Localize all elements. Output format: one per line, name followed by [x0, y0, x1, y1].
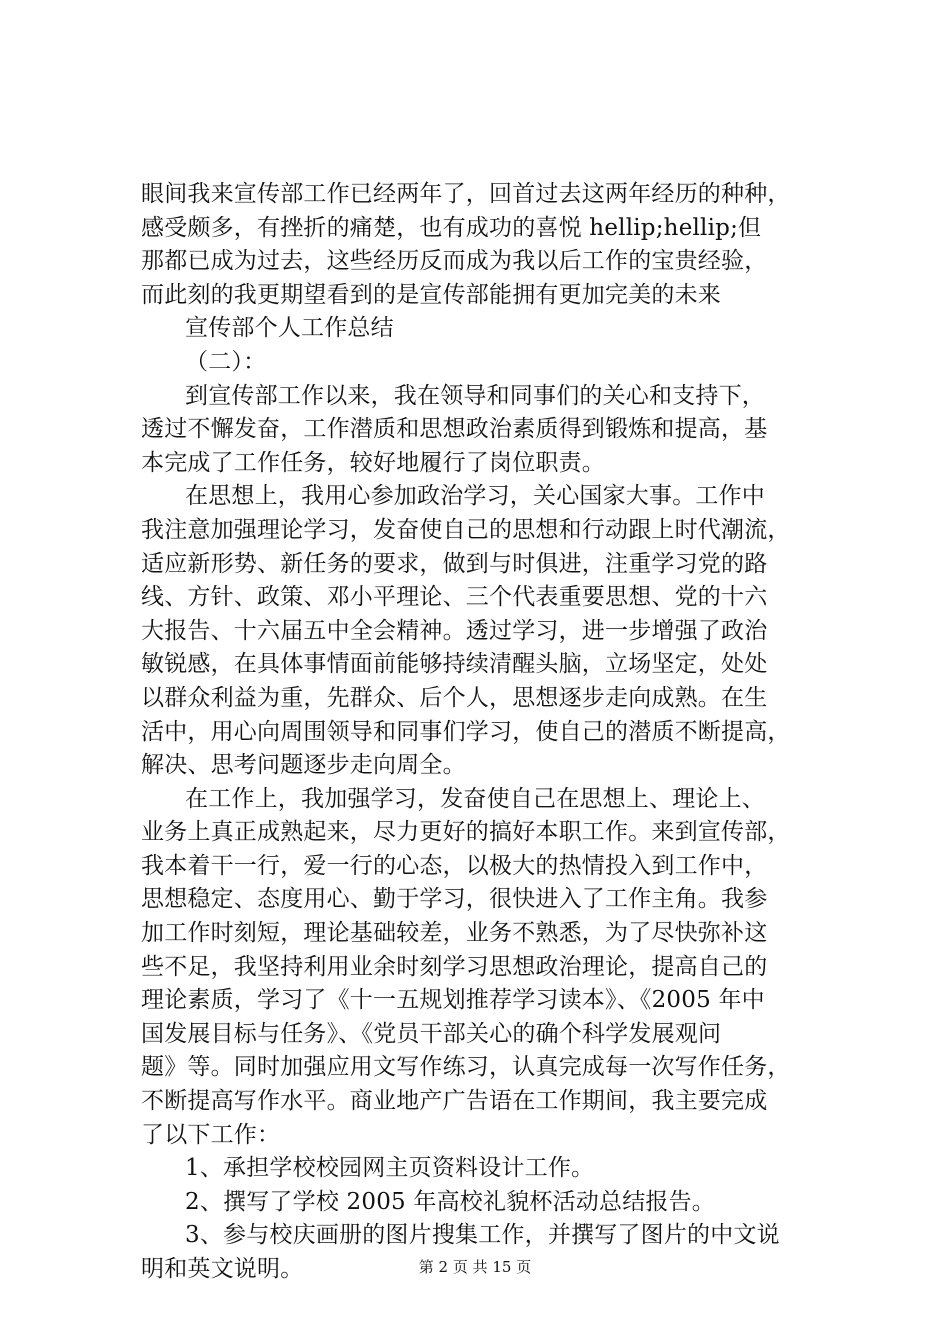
- text-line: 了以下工作：: [141, 1121, 281, 1148]
- text-line: 些不足，我坚持利用业余时刻学习思想政治理论，提高自己的: [141, 953, 768, 980]
- text-line: 1、承担学校校园网主页资料设计工作。: [185, 1155, 595, 1182]
- text-line: 解决、思考问题逐步走向周全。: [141, 752, 466, 779]
- text-line: 敏锐感，在具体事情面前能够持续清醒头脑，立场坚定，处处: [141, 651, 768, 678]
- text-line: 感受颇多，有挫折的痛楚，也有成功的喜悦 hellip;hellip;但: [141, 214, 762, 241]
- text-line: 明和英文说明。: [141, 1256, 304, 1282]
- text-line: 宣传部个人工作总结: [185, 315, 394, 342]
- text-line: 理论素质，学习了《十一五规划推荐学习读本》、《2005 年中: [141, 987, 765, 1014]
- text-line: 适应新形势、新任务的要求，做到与时俱进，注重学习党的路: [141, 550, 768, 577]
- text-line: 思想稳定、态度用心、勤于学习，很快进入了工作主角。我参: [141, 886, 768, 913]
- text-line: 我本着干一行，爱一行的心态，以极大的热情投入到工作中，: [141, 852, 768, 879]
- text-line: 活中，用心向周围领导和同事们学习，使自己的潜质不断提高，: [141, 718, 791, 745]
- page-footer: 第 2 页 共 15 页: [418, 1258, 532, 1276]
- text-line: 以群众利益为重，先群众、后个人，思想逐步走向成熟。在生: [141, 684, 768, 711]
- text-line: （二）：: [185, 348, 267, 375]
- text-line: 透过不懈发奋，工作潜质和思想政治素质得到锻炼和提高，基: [141, 416, 768, 443]
- text-line: 国发展目标与任务》、《党员干部关心的确个科学发展观问: [141, 1020, 722, 1047]
- text-line: 业务上真正成熟起来，尽力更好的搞好本职工作。来到宣传部，: [141, 819, 791, 846]
- text-line: 而此刻的我更期望看到的是宣传部能拥有更加完美的未来: [141, 281, 721, 308]
- document-body: [141, 178, 831, 1287]
- text-line: 大报告、十六届五中全会精神。透过学习，进一步增强了政治: [141, 617, 768, 644]
- text-line: 到宣传部工作以来，我在领导和同事们的关心和支持下，: [185, 382, 765, 409]
- text-line: 2、撰写了学校 2005 年高校礼貌杯活动总结报告。: [185, 1188, 715, 1215]
- text-line: 加工作时刻短，理论基础较差，业务不熟悉，为了尽快弥补这: [141, 920, 768, 947]
- text-line: 本完成了工作任务，较好地履行了岗位职责。: [141, 449, 605, 476]
- text-line: 不断提高写作水平。商业地产广告语在工作期间，我主要完成: [141, 1088, 768, 1115]
- text-line: 眼间我来宣传部工作已经两年了，回首过去这两年经历的种种，: [141, 181, 791, 207]
- text-line: 那都已成为过去，这些经历反而成为我以后工作的宝贵经验，: [141, 248, 768, 275]
- text-line: 在工作上，我加强学习，发奋使自己在思想上、理论上、: [185, 785, 765, 812]
- text-line: 我注意加强理论学习，发奋使自己的思想和行动跟上时代潮流，: [141, 516, 791, 543]
- text-line: 题》等。同时加强应用文写作练习，认真完成每一次写作任务，: [141, 1054, 791, 1081]
- text-line: 线、方针、政策、邓小平理论、三个代表重要思想、党的十六: [141, 584, 768, 611]
- text-line: 在思想上，我用心参加政治学习，关心国家大事。工作中: [185, 483, 765, 510]
- text-line: 3、参与校庆画册的图片搜集工作，并撰写了图片的中文说: [185, 1222, 780, 1249]
